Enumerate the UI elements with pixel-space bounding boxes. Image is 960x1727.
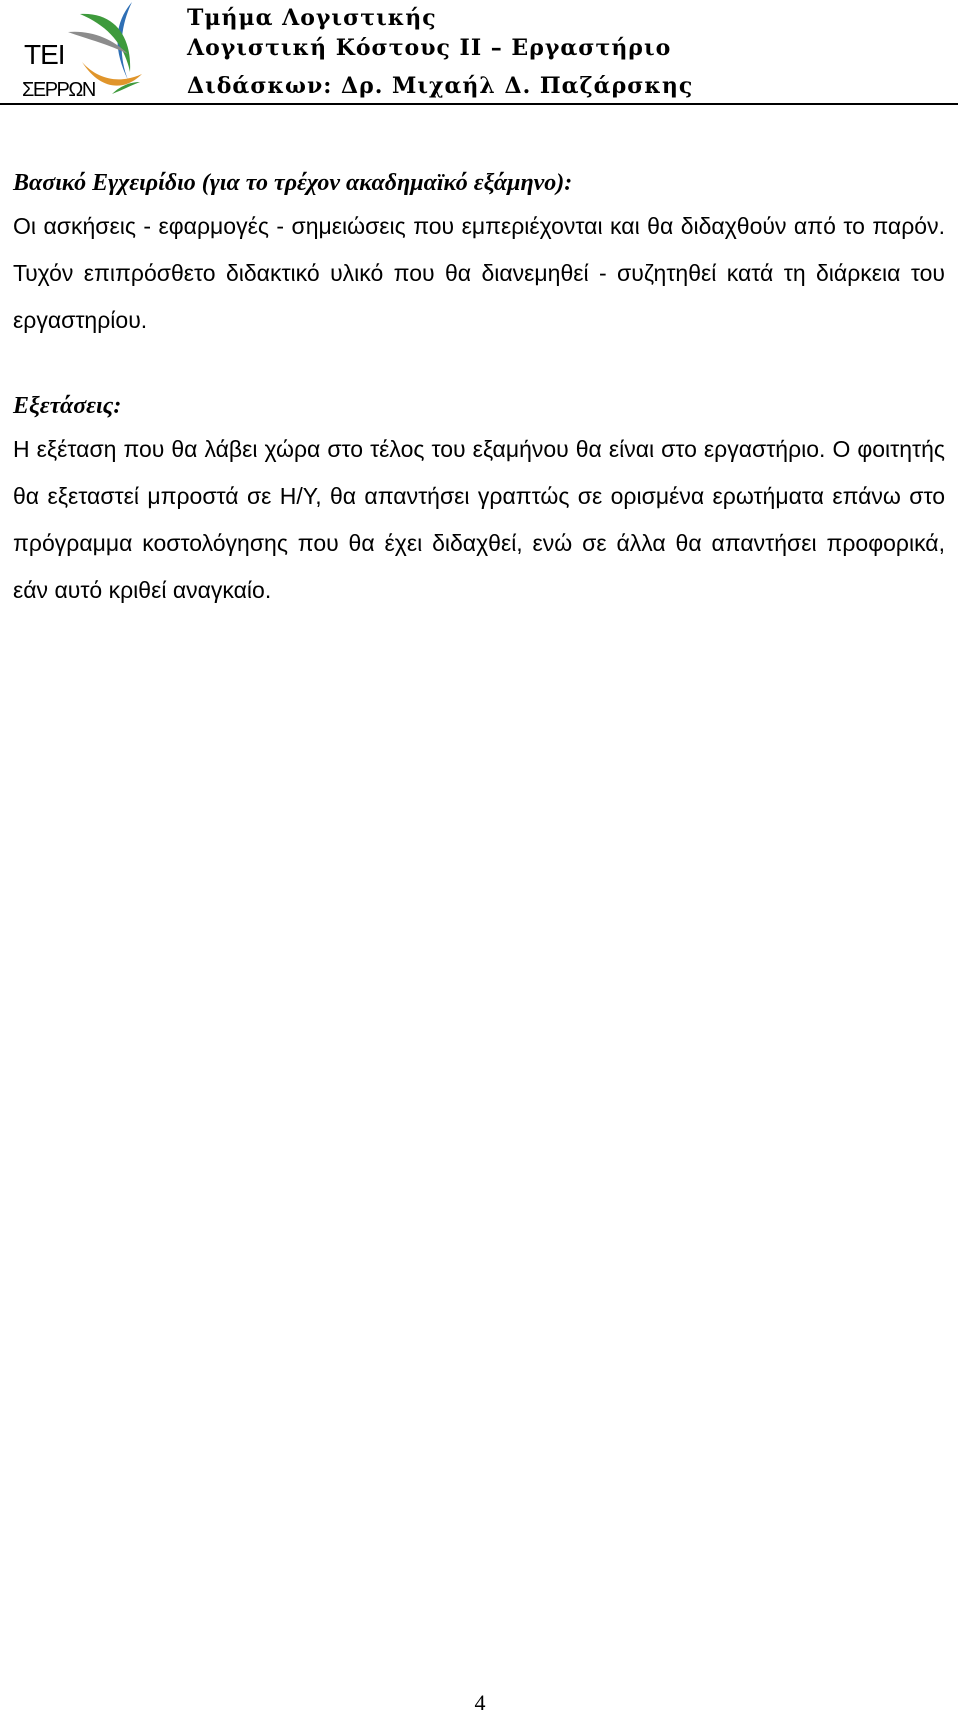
textbook-section-text: Οι ασκήσεις - εφαρμογές - σημειώσεις που εμπεριέχονται και θα διδαχθούν από το παρόν. Τυχόν επιπρόσθετο διδακτικό υλικό που θα διανεμηθεί - συζητηθεί κατά τη διάρκεια του εργαστηρίου.	[13, 213, 945, 333]
exams-section-text: Η εξέταση που θα λάβει χώρα στο τέλος του εξαμήνου θα είναι στο εργαστήριο. Ο φοιτητής θα εξεταστεί μπροστά σε Η/Υ, θα απαντήσει γραπτώς σε ορισμένα ερωτήματα επάνω στο πρόγραμμα κοστολόγησης που θα έχει διδαχθεί, ενώ σε άλλα θα απαντήσει προφορικά, εάν αυτό κριθεί αναγκαίο.	[13, 436, 945, 603]
tei-serron-logo-icon	[20, 2, 155, 102]
page-header	[0, 0, 960, 106]
page-number: 4	[474, 1690, 486, 1715]
course-title: Λογιστική Κόστους ΙΙ – Εργαστήριο	[187, 35, 672, 61]
document-body	[13, 163, 945, 614]
textbook-section-title: Βασικό Εγχειρίδιο (για το τρέχον ακαδημαϊκό εξάμηνο):	[13, 170, 573, 196]
header-divider	[0, 103, 958, 105]
header-titles	[187, 3, 693, 101]
exams-section-title: Εξετάσεις:	[13, 393, 122, 419]
logo-text-bottom: ΣΕΡΡΩΝ	[22, 79, 95, 101]
department-name: Τμήμα Λογιστικής	[187, 5, 437, 31]
instructor-name: Διδάσκων: Δρ. Μιχαήλ Δ. Παζάρσκης	[187, 73, 694, 99]
logo-text-top: ΤΕΙ	[24, 39, 65, 70]
